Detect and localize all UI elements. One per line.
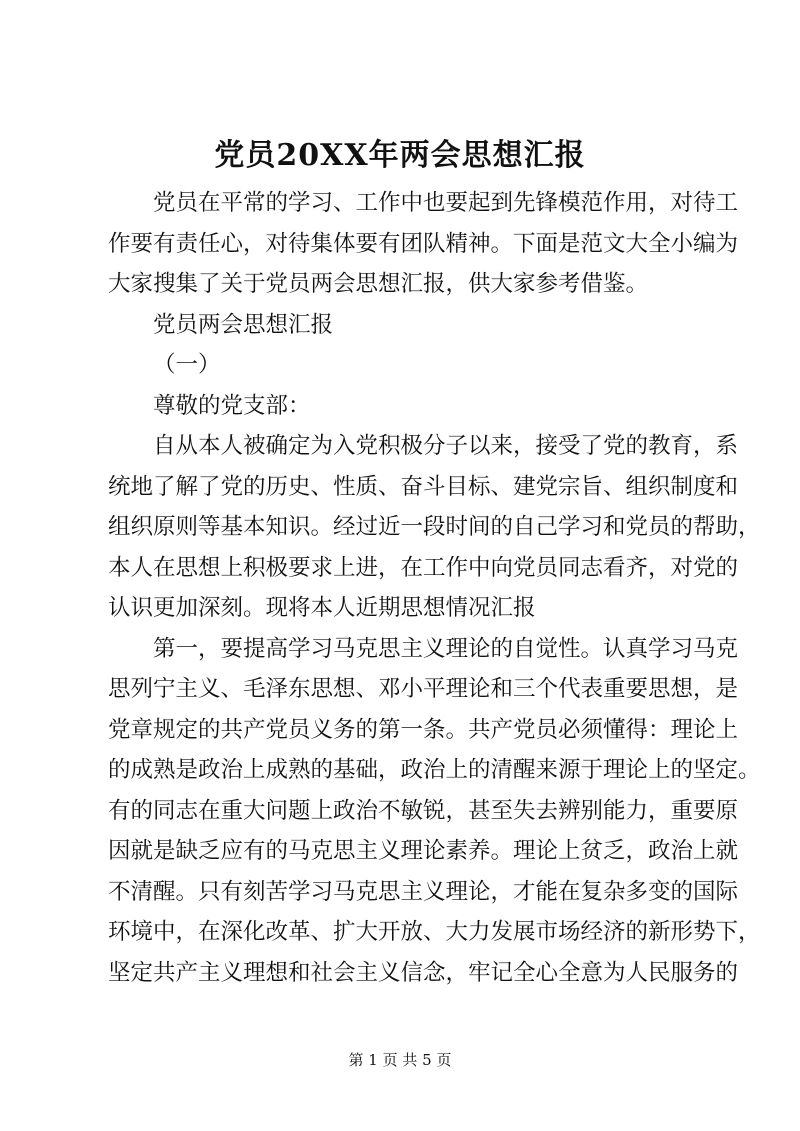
paragraph-line: 的成熟是政治上成熟的基础，政治上的清醒来源于理论上的坚定。 bbox=[108, 757, 761, 783]
document-body bbox=[108, 183, 761, 993]
paragraph-line: 第一，要提高学习马克思主义理论的自觉性。认真学习马克 bbox=[153, 635, 739, 662]
paragraph-line: 环境中，在深化改革、扩大开放、大力发展市场经济的新形势下， bbox=[108, 919, 761, 945]
paragraph-line: 思列宁主义、毛泽东思想、邓小平理论和三个代表重要思想，是 bbox=[108, 676, 739, 702]
paragraph-line: 统地了解了党的历史、性质、奋斗目标、建党宗旨、组织制度和 bbox=[108, 473, 739, 500]
paragraph-line: 不清醒。只有刻苦学习马克思主义理论，才能在复杂多变的国际 bbox=[108, 878, 739, 905]
paragraph-line: 本人在思想上积极要求上进，在工作中向党员同志看齐，对党的 bbox=[108, 554, 739, 581]
paragraph-line: 因就是缺乏应有的马克思主义理论素养。理论上贫乏，政治上就 bbox=[108, 838, 739, 864]
paragraph-line: 坚定共产主义理想和社会主义信念，牢记全心全意为人民服务的 bbox=[108, 959, 739, 986]
section-number: （一） bbox=[153, 352, 221, 378]
paragraph-line: 大家搜集了关于党员两会思想汇报，供大家参考借鉴。 bbox=[108, 271, 649, 297]
page-title: 党员20XX年两会思想汇报 bbox=[214, 138, 586, 173]
paragraph-line: 组织原则等基本知识。经过近一段时间的自己学习和党员的帮助， bbox=[108, 514, 761, 540]
paragraph-line: 有的同志在重大问题上政治不敏锐，甚至失去辨别能力，重要原 bbox=[108, 797, 739, 824]
salutation: 尊敬的党支部： bbox=[153, 392, 311, 419]
paragraph-line: 作要有责任心，对待集体要有团队精神。下面是范文大全小编为 bbox=[108, 230, 739, 257]
paragraph-line: 党章规定的共产党员义务的第一条。共产党员必须懂得：理论上 bbox=[108, 716, 739, 743]
paragraph-line: 自从本人被确定为入党积极分子以来，接受了党的教育，系 bbox=[153, 433, 739, 459]
paragraph-line: 认识更加深刻。现将本人近期思想情况汇报 bbox=[108, 595, 536, 621]
paragraph-line: 党员在平常的学习、工作中也要起到先锋模范作用，对待工 bbox=[153, 190, 739, 216]
page-number-footer: 第 1 页 共 5 页 bbox=[348, 1051, 452, 1069]
section-heading: 党员两会思想汇报 bbox=[153, 311, 334, 338]
